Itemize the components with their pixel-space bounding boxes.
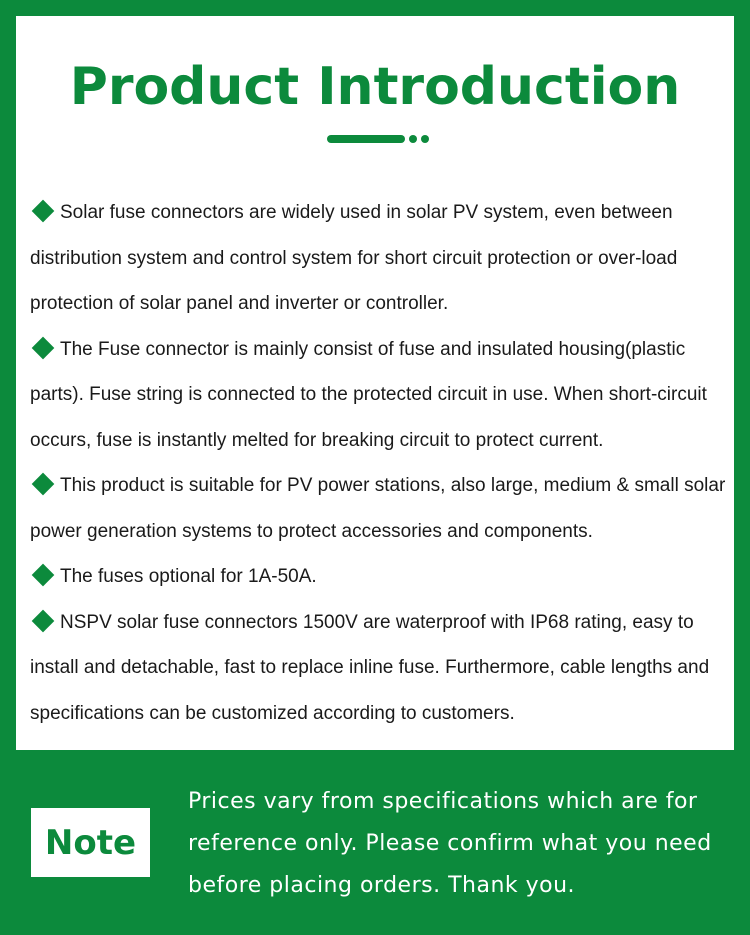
bullet-text: Solar fuse connectors are widely used in solar PV system, even between distribution system and control system for short circuit protection or over-load protection of solar panel and inverter or controller. [30,202,678,314]
bullet-text: The Fuse connector is mainly consist of fuse and insulated housing(plastic parts). Fuse string is connected to the protected circuit in use. When short-circuit occurs, fuse is instantly melted for breaking circuit to protect current. [30,338,707,451]
page-title: Product Introduction [69,57,681,117]
title-divider [327,133,437,145]
divider-bar [327,135,405,143]
note-badge: Note [31,808,150,877]
note-text: Prices vary from specifications which are for reference only. Please confirm what you need before placing orders. Thank you. [188,789,712,898]
bullet-list [30,190,730,736]
divider-dot [409,135,417,143]
bullet-text: The fuses optional for 1A-50A. [60,566,317,587]
diamond-bullet-icon [32,564,55,587]
bullet-item [30,463,730,554]
divider-dot [421,135,429,143]
diamond-bullet-icon [32,609,55,632]
diamond-bullet-icon [32,200,55,223]
bullet-text: NSPV solar fuse connectors 1500V are waterproof with IP68 rating, easy to install and detachable, fast to replace inline fuse. Furthermore, cable lengths and specifications can be customized according to customers. [30,611,710,724]
content-panel [16,16,734,750]
bullet-text: This product is suitable for PV power stations, also large, medium & small solar power generation systems to protect accessories and components. [30,475,726,542]
bullet-item [30,327,730,464]
bullet-item [30,600,730,737]
bullet-item [30,554,730,600]
diamond-bullet-icon [32,473,55,496]
bullet-item [30,190,730,327]
diamond-bullet-icon [32,336,55,359]
